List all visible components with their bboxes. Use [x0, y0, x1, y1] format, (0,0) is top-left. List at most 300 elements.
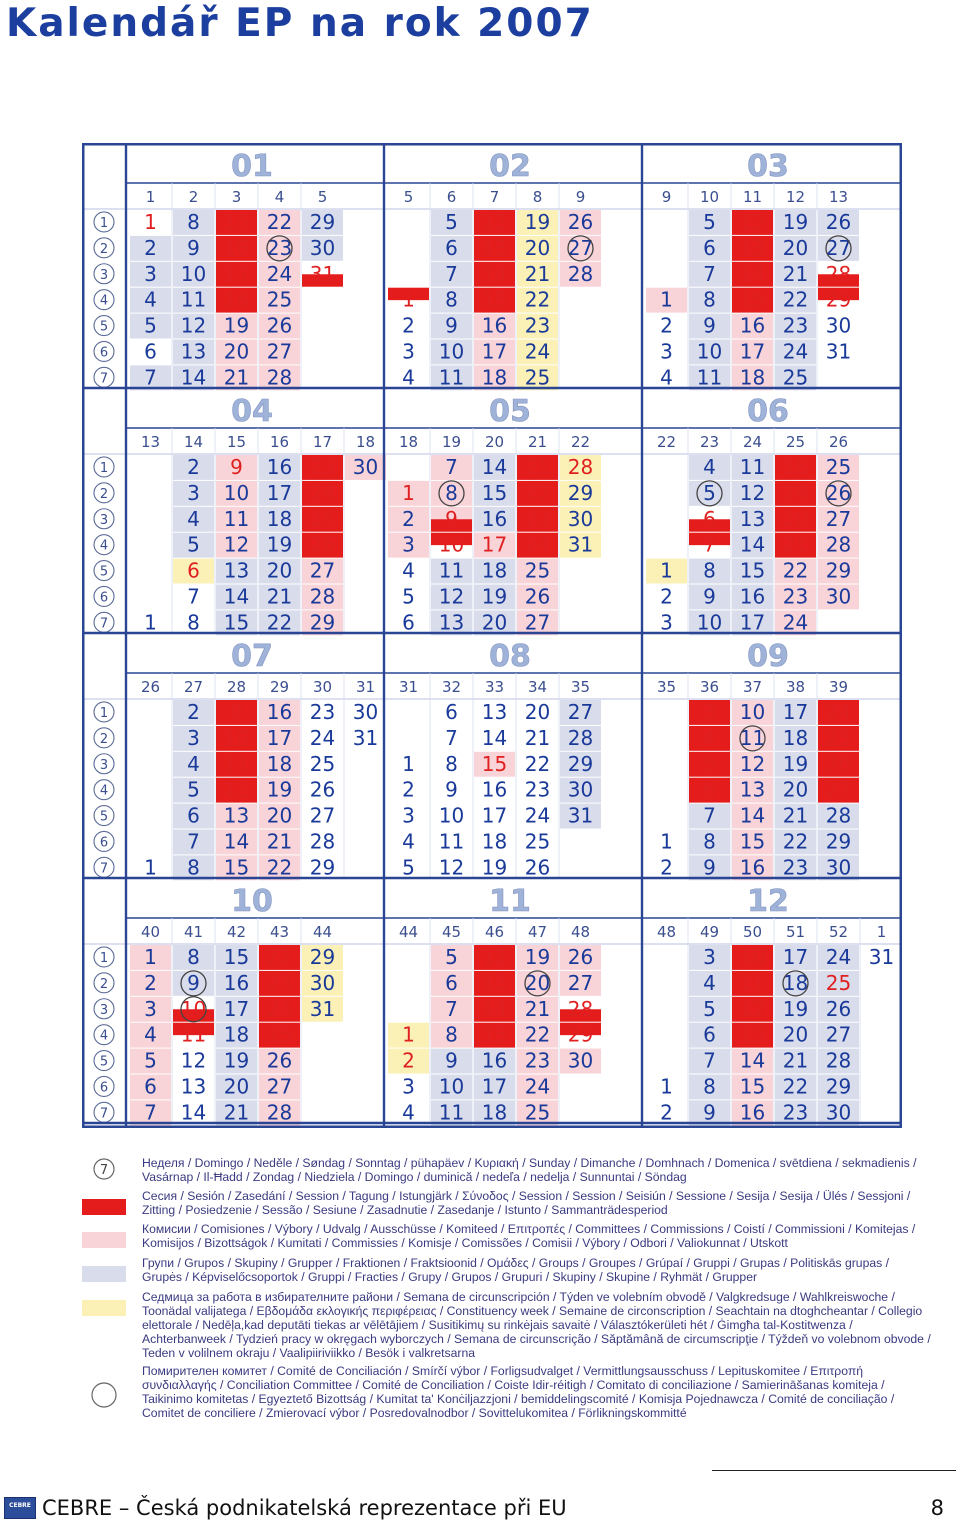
day-number: 30 [309, 970, 336, 995]
day-number: 6 [187, 558, 200, 583]
day-number: 12 [739, 996, 766, 1021]
day-number: 29 [309, 855, 336, 880]
day-number: 20 [782, 777, 809, 802]
day-number: 23 [266, 970, 293, 995]
week-number: 16 [269, 433, 290, 451]
week-number: 28 [226, 678, 247, 696]
day-number: 2 [187, 699, 200, 724]
day-number: 16 [481, 777, 508, 802]
day-number: 4 [703, 725, 716, 750]
day-number: 18 [481, 365, 508, 390]
conciliation-ring-icon [91, 1382, 117, 1408]
day-number: 18 [223, 287, 250, 312]
week-number: 41 [183, 923, 204, 941]
day-number: 8 [445, 480, 458, 505]
day-number: 20 [524, 699, 551, 724]
legend-text: Групи / Grupos / Skupiny / Grupper / Fraktionen / Fraktsioonid / Ομάδες / Groups / Groupes / Grúpaí / Gruppi / Grupas / Politiskās grupas / Grupės / Képviselőcsoportok / Gruppi / Fracties / Grupy / Grupos / Grupuri / Skupiny / Skupine / Ryhmät / Grupper [142, 1256, 890, 1284]
day-number: 17 [782, 699, 809, 724]
legend-text: Комисии / Comisiones / Výbory / Udvalg / Ausschüsse / Komiteed / Επιτροπές / Committees / Commissions / Coistí / Commissioni / Komitejas / Komisijos / Bizottságok / Kumitati / Commissies / Komisje / Comissões / Comisii / Výbory / Odbori / Valiokunnat / Utskott [142, 1222, 916, 1250]
day-number: 26 [309, 777, 336, 802]
day-number: 10 [696, 339, 723, 364]
day-number: 15 [223, 855, 250, 880]
week-number: 52 [828, 923, 849, 941]
day-number: 10 [180, 996, 207, 1021]
day-number: 11 [223, 751, 250, 776]
day-number: 5 [187, 532, 200, 557]
day-number: 2 [144, 235, 157, 260]
week-number: 40 [140, 923, 161, 941]
day-number: 14 [481, 454, 508, 479]
month-header: 07 [231, 639, 273, 674]
day-number: 31 [309, 996, 336, 1021]
day-number: 12 [180, 1048, 207, 1073]
week-number: 21 [527, 433, 548, 451]
day-number: 19 [782, 751, 809, 776]
day-label: 4 [99, 783, 109, 799]
day-number: 3 [703, 944, 716, 969]
day-number: 20 [782, 235, 809, 260]
day-number: 24 [524, 339, 551, 364]
day-number: 15 [739, 1074, 766, 1099]
day-number: 22 [266, 610, 293, 635]
day-number: 13 [223, 558, 250, 583]
day-number: 26 [266, 1048, 293, 1073]
day-number: 3 [660, 610, 673, 635]
day-number: 23 [782, 855, 809, 880]
day-number: 9 [703, 1100, 716, 1125]
day-number: 19 [782, 996, 809, 1021]
day-number: 9 [230, 699, 243, 724]
day-number: 1 [660, 558, 673, 583]
day-number: 17 [223, 996, 250, 1021]
day-number: 2 [660, 1100, 673, 1125]
day-number: 24 [825, 699, 852, 724]
day-number: 17 [266, 480, 293, 505]
week-number: 18 [398, 433, 419, 451]
month-header: 09 [747, 639, 789, 674]
month-header: 04 [231, 394, 273, 429]
day-number: 22 [524, 1022, 551, 1047]
day-number: 26 [825, 996, 852, 1021]
week-number: 20 [484, 433, 505, 451]
day-number: 22 [524, 751, 551, 776]
day-number: 16 [481, 1048, 508, 1073]
day-number: 21 [782, 803, 809, 828]
day-number: 29 [567, 480, 594, 505]
day-number: 14 [481, 996, 508, 1021]
day-number: 13 [180, 1074, 207, 1099]
day-number: 2 [660, 855, 673, 880]
day-number: 15 [481, 287, 508, 312]
day-number: 4 [703, 454, 716, 479]
day-number: 31 [352, 725, 379, 750]
day-number: 9 [703, 313, 716, 338]
month-header: 06 [747, 394, 789, 429]
day-label: 4 [99, 1028, 109, 1044]
day-number: 20 [782, 1022, 809, 1047]
day-number: 15 [481, 480, 508, 505]
day-number: 14 [223, 829, 250, 854]
day-number: 1 [402, 1022, 415, 1047]
day-number: 17 [266, 725, 293, 750]
day-number: 21 [524, 725, 551, 750]
day-number: 12 [481, 944, 508, 969]
day-number: 7 [187, 829, 200, 854]
day-number: 28 [266, 365, 293, 390]
day-label: 4 [99, 293, 109, 309]
day-number: 17 [481, 532, 508, 557]
week-number: 48 [656, 923, 677, 941]
day-number: 9 [445, 506, 458, 531]
day-number: 11 [739, 970, 766, 995]
month-header: 12 [747, 884, 789, 919]
day-number: 4 [402, 558, 415, 583]
day-number: 26 [825, 480, 852, 505]
day-number: 3 [144, 261, 157, 286]
day-number: 28 [567, 454, 594, 479]
day-number: 9 [445, 777, 458, 802]
day-number: 1 [402, 480, 415, 505]
day-label: 6 [99, 835, 109, 851]
day-number: 4 [402, 829, 415, 854]
day-number: 5 [445, 944, 458, 969]
day-number: 18 [223, 1022, 250, 1047]
month-header: 11 [489, 884, 531, 919]
day-number: 17 [739, 339, 766, 364]
day-number: 28 [567, 996, 594, 1021]
day-number: 6 [703, 235, 716, 260]
day-number: 8 [445, 751, 458, 776]
day-number: 3 [187, 725, 200, 750]
day-number: 26 [266, 313, 293, 338]
day-number: 26 [567, 209, 594, 234]
day-number: 23 [782, 313, 809, 338]
day-number: 23 [266, 235, 293, 260]
day-number: 22 [782, 1074, 809, 1099]
day-number: 30 [567, 777, 594, 802]
day-number: 16 [739, 584, 766, 609]
week-number: 31 [398, 678, 419, 696]
week-number: 18 [355, 433, 376, 451]
week-number: 17 [312, 433, 333, 451]
day-number: 1 [660, 287, 673, 312]
day-number: 24 [524, 803, 551, 828]
day-number: 13 [481, 235, 508, 260]
day-label: 1 [99, 705, 109, 721]
page-footer [0, 1492, 960, 1522]
day-number: 5 [187, 777, 200, 802]
week-number: 6 [446, 188, 457, 206]
day-number: 22 [266, 855, 293, 880]
week-number: 26 [140, 678, 161, 696]
day-number: 20 [524, 970, 551, 995]
day-number: 1 [660, 829, 673, 854]
day-label: 1 [99, 215, 109, 231]
footer-text: CEBRE – Česká podnikatelská reprezentace při EU [42, 1496, 567, 1520]
day-number: 29 [309, 944, 336, 969]
week-number: 3 [231, 188, 242, 206]
day-number: 8 [703, 829, 716, 854]
day-number: 8 [187, 855, 200, 880]
day-number: 2 [402, 777, 415, 802]
day-number: 17 [739, 610, 766, 635]
month-header: 01 [231, 149, 273, 184]
legend-text: Неделя / Domingo / Neděle / Søndag / Sonntag / pühapäev / Κυριακή / Sunday / Dimanche / Domhnach / Domenica / svētdiena / sekmadienis / Vasárnap / Il-Ħadd / Zondag / Niedziela / Domingo / duminică / nedeľa / nedelja / Sunnuntai / Söndag [142, 1156, 917, 1184]
day-number: 1 [144, 855, 157, 880]
day-number: 25 [524, 1100, 551, 1125]
day-number: 15 [739, 829, 766, 854]
day-number: 31 [309, 261, 336, 286]
day-number: 21 [266, 829, 293, 854]
day-number: 23 [524, 313, 551, 338]
day-number: 10 [739, 699, 766, 724]
day-number: 20 [266, 803, 293, 828]
day-number: 5 [402, 584, 415, 609]
day-number: 20 [223, 339, 250, 364]
day-number: 8 [187, 610, 200, 635]
day-label: 6 [99, 1080, 109, 1096]
day-number: 10 [438, 1074, 465, 1099]
day-number: 3 [402, 532, 415, 557]
day-number: 7 [187, 584, 200, 609]
day-number: 4 [144, 287, 157, 312]
week-number: 12 [785, 188, 806, 206]
day-number: 21 [524, 996, 551, 1021]
day-number: 25 [524, 829, 551, 854]
day-number: 30 [352, 454, 379, 479]
day-number: 9 [703, 584, 716, 609]
week-number: 50 [742, 923, 763, 941]
day-number: 2 [187, 454, 200, 479]
week-number: 9 [661, 188, 672, 206]
day-number: 20 [223, 1074, 250, 1099]
cebre-logo-icon: CEBRE [4, 1497, 36, 1519]
day-number: 23 [524, 777, 551, 802]
day-number: 11 [438, 365, 465, 390]
week-number: 46 [484, 923, 505, 941]
day-number: 1 [402, 287, 415, 312]
day-number: 15 [223, 209, 250, 234]
week-number: 11 [742, 188, 763, 206]
day-number: 12 [739, 480, 766, 505]
day-number: 25 [266, 1022, 293, 1047]
day-number: 10 [438, 532, 465, 557]
day-number: 9 [445, 1048, 458, 1073]
day-number: 12 [438, 855, 465, 880]
day-number: 28 [825, 532, 852, 557]
day-number: 7 [703, 261, 716, 286]
day-number: 28 [266, 1100, 293, 1125]
day-number: 27 [567, 235, 594, 260]
day-number: 9 [230, 454, 243, 479]
week-number: 48 [570, 923, 591, 941]
week-number: 38 [785, 678, 806, 696]
week-number: 26 [828, 433, 849, 451]
day-number: 8 [703, 558, 716, 583]
day-number: 13 [739, 506, 766, 531]
day-number: 20 [782, 506, 809, 531]
day-number: 30 [825, 584, 852, 609]
day-number: 18 [266, 506, 293, 531]
day-number: 19 [223, 313, 250, 338]
day-number: 2 [660, 584, 673, 609]
day-number: 5 [703, 996, 716, 1021]
day-number: 25 [524, 365, 551, 390]
day-number: 14 [739, 532, 766, 557]
day-number: 16 [739, 313, 766, 338]
day-number: 3 [402, 803, 415, 828]
day-number: 7 [144, 1100, 157, 1125]
week-number: 44 [398, 923, 419, 941]
day-number: 23 [309, 454, 336, 479]
day-number: 6 [445, 970, 458, 995]
day-number: 8 [703, 287, 716, 312]
day-label: 7 [99, 616, 109, 632]
week-number: 7 [489, 188, 500, 206]
day-label: 5 [99, 319, 109, 335]
week-number: 35 [656, 678, 677, 696]
day-number: 11 [438, 829, 465, 854]
legend-text: Помирителен комитет / Comité de Conciliación / Smírčí výbor / Forligsudvalget / Vermittlungsausschuss / Lepituskomitee / Επιτροπή συνδιαλλαγής / Conciliation Committee / Comité de Conciliation / Coiste Idir-réitigh / Comitato di conciliazione / Samierināšanas komiteja / Taikinimo komitetas / Egyeztető Bizottság / Kumitat ta' Konċiljazzjoni / bemiddelingscomité / Komisja Pojednawcza / Comité de conciliação / Comitet de conciliere / Zmierovací výbor / Posredovalnodbor / Sovittelukomitea / Förlikningskommitté [142, 1364, 895, 1420]
day-number: 14 [481, 261, 508, 286]
day-number: 26 [825, 209, 852, 234]
day-number: 1 [144, 209, 157, 234]
day-number: 25 [524, 558, 551, 583]
day-number: 18 [782, 970, 809, 995]
day-label: 6 [99, 590, 109, 606]
legend-text: Седмица за работа в избирателните райони / Semana de circunscripción / Týden ve volebním obvodě / Valgkredsuge / Wahlkreiswoche / Toonädal valijatega / Εβδομάδα εκλογικής περιφέρειας / Constituency week / Semaine de circonscription / Seachtain na dtoghcheantar / Collegio elettorale / Nedēļa,kad deputāti tiekas ar vēlētājiem / Susitikimų su rinkėjais savaitė / Választókerületi hét / Ġimgħa tal-Kostitwenza / Achterbanweek / Tydzień pracy w okręgach wyborczych / Semana de circunscrição / Săptămână de circumscripţie / Týždeň vo volebnom obvode / Teden v volilnem okraju / Vaalipiiriviikko / Besök i valkretsarna [142, 1290, 931, 1360]
day-number: 18 [481, 1100, 508, 1125]
day-number: 26 [524, 855, 551, 880]
day-number: 14 [481, 725, 508, 750]
week-number: 5 [403, 188, 414, 206]
day-number: 7 [445, 261, 458, 286]
day-number: 25 [825, 970, 852, 995]
day-number: 29 [567, 751, 594, 776]
day-number: 5 [445, 209, 458, 234]
day-number: 5 [402, 855, 415, 880]
day-number: 21 [524, 261, 551, 286]
week-number: 1 [876, 923, 887, 941]
day-number: 24 [782, 610, 809, 635]
day-number: 25 [309, 506, 336, 531]
day-number: 31 [868, 944, 895, 969]
day-number: 14 [180, 365, 207, 390]
day-number: 7 [445, 454, 458, 479]
day-number: 21 [782, 261, 809, 286]
day-number: 7 [445, 725, 458, 750]
legend-text: Сесия / Sesión / Zasedání / Session / Tagung / Istungjärk / Σύνοδος / Session / Session / Seisiún / Sessione / Sesija / Sesija / Ülés / Sessjoni / Zitting / Posiedzenie / Sessão / Sesiune / Zasadnutie / Zasedanje / Istunto / Sammanträdesperiod [142, 1189, 911, 1217]
day-number: 22 [266, 944, 293, 969]
day-number: 5 [144, 1048, 157, 1073]
day-number: 13 [739, 777, 766, 802]
day-number: 19 [782, 209, 809, 234]
day-number: 22 [782, 829, 809, 854]
day-number: 12 [180, 313, 207, 338]
day-number: 30 [567, 506, 594, 531]
day-number: 24 [309, 480, 336, 505]
day-number: 22 [782, 287, 809, 312]
day-number: 19 [481, 584, 508, 609]
day-label: 3 [99, 757, 109, 773]
week-number: 25 [785, 433, 806, 451]
day-number: 8 [703, 1074, 716, 1099]
day-number: 4 [144, 1022, 157, 1047]
week-number: 14 [183, 433, 204, 451]
day-number: 11 [180, 287, 207, 312]
week-number: 13 [828, 188, 849, 206]
day-number: 2 [402, 506, 415, 531]
day-number: 4 [660, 365, 673, 390]
day-number: 9 [187, 970, 200, 995]
day-label: 3 [99, 512, 109, 528]
day-number: 27 [825, 506, 852, 531]
day-number: 2 [144, 970, 157, 995]
day-number: 3 [144, 996, 157, 1021]
day-number: 5 [144, 313, 157, 338]
day-number: 9 [445, 313, 458, 338]
day-number: 18 [266, 751, 293, 776]
day-number: 11 [438, 558, 465, 583]
day-label: 3 [99, 267, 109, 283]
month-header: 05 [489, 394, 531, 429]
day-number: 8 [187, 944, 200, 969]
day-number: 13 [739, 235, 766, 260]
week-number: 4 [274, 188, 285, 206]
day-number: 28 [825, 1048, 852, 1073]
day-number: 27 [567, 699, 594, 724]
week-number: 35 [570, 678, 591, 696]
day-number: 13 [223, 803, 250, 828]
legend-swatch [82, 1300, 126, 1316]
day-label: 7 [99, 1106, 109, 1122]
day-number: 30 [825, 313, 852, 338]
day-number: 27 [266, 1074, 293, 1099]
day-label: 2 [99, 731, 109, 747]
day-number: 6 [445, 235, 458, 260]
day-number: 16 [481, 506, 508, 531]
day-number: 19 [782, 480, 809, 505]
week-number: 42 [226, 923, 247, 941]
day-number: 25 [825, 454, 852, 479]
day-number: 3 [660, 339, 673, 364]
day-number: 7 [703, 803, 716, 828]
day-number: 14 [739, 261, 766, 286]
day-label: 6 [99, 345, 109, 361]
day-number: 27 [825, 235, 852, 260]
day-number: 6 [144, 1074, 157, 1099]
week-number: 30 [312, 678, 333, 696]
day-number: 5 [703, 751, 716, 776]
day-number: 13 [481, 699, 508, 724]
day-number: 30 [825, 1100, 852, 1125]
week-number: 9 [575, 188, 586, 206]
day-number: 24 [524, 532, 551, 557]
day-number: 27 [567, 970, 594, 995]
day-number: 6 [445, 699, 458, 724]
day-number: 10 [438, 803, 465, 828]
day-number: 26 [524, 584, 551, 609]
day-number: 4 [402, 1100, 415, 1125]
day-number: 21 [266, 584, 293, 609]
day-number: 15 [739, 287, 766, 312]
circle-seven-icon [91, 1156, 117, 1182]
day-number: 28 [567, 725, 594, 750]
day-number: 23 [309, 699, 336, 724]
day-number: 6 [703, 1022, 716, 1047]
day-number: 8 [187, 209, 200, 234]
day-label: 5 [99, 809, 109, 825]
